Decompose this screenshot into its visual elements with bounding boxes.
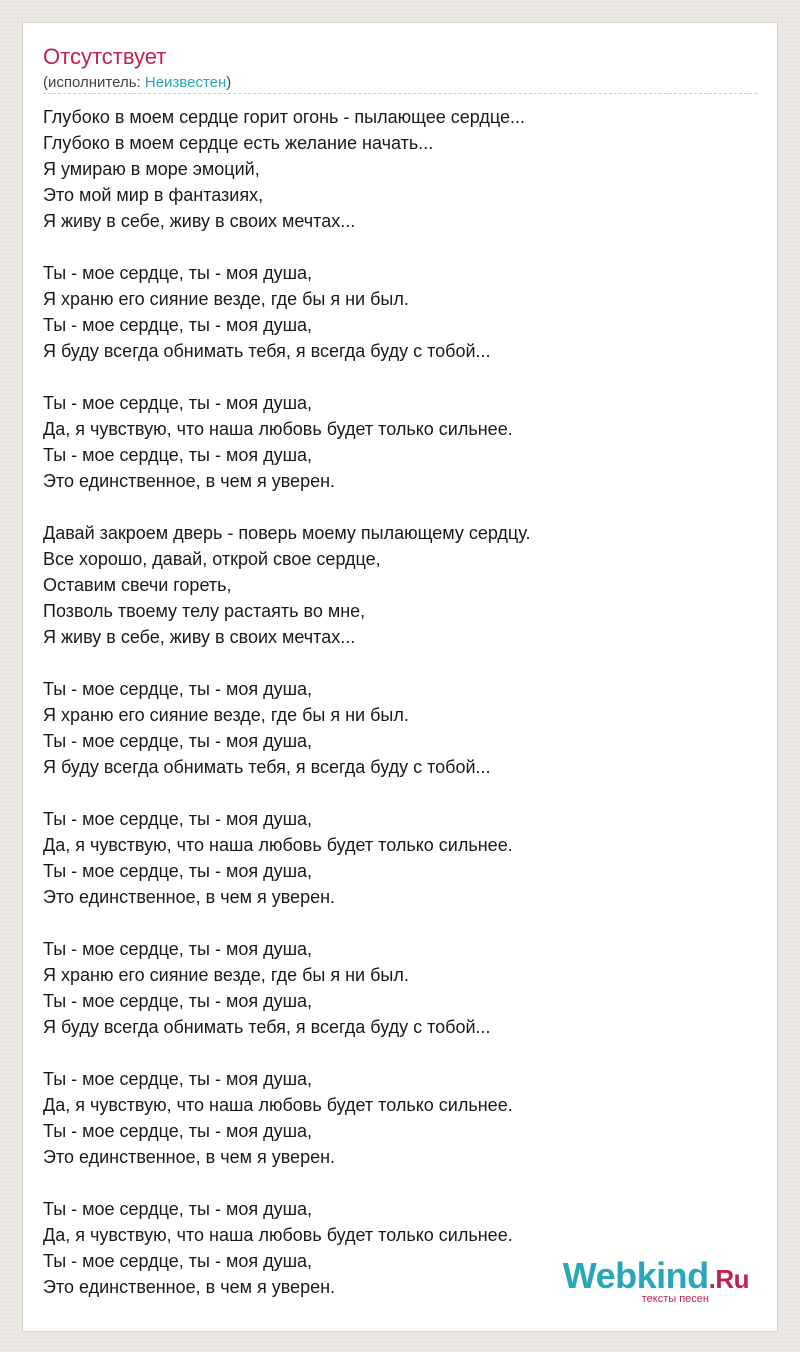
lyrics-line: Да, я чувствую, что наша любовь будет только сильнее. [43, 419, 513, 439]
lyrics-line: Я храню его сияние везде, где бы я ни был. [43, 289, 409, 309]
lyrics-stanza [43, 260, 759, 364]
lyrics-line: Я буду всегда обнимать тебя, я всегда буду с тобой... [43, 341, 491, 361]
lyrics-line: Глубоко в моем сердце есть желание начать... [43, 133, 434, 153]
lyrics-card [22, 22, 778, 1332]
lyrics-stanza [43, 1066, 759, 1170]
lyrics-line: Ты - мое сердце, ты - моя душа, [43, 731, 313, 751]
lyrics-line: Это единственное, в чем я уверен. [43, 1277, 336, 1297]
lyrics-line: Это единственное, в чем я уверен. [43, 887, 336, 907]
lyrics-line: Ты - мое сердце, ты - моя душа, [43, 1121, 313, 1141]
lyrics-stanza [43, 676, 759, 780]
lyrics-stanza [43, 390, 759, 494]
artist-prefix: (исполнитель: [43, 74, 145, 91]
lyrics-line: Ты - мое сердце, ты - моя душа, [43, 393, 313, 413]
lyrics-stanza [43, 520, 759, 650]
lyrics-line: Все хорошо, давай, открой свое сердце, [43, 549, 381, 569]
lyrics-line: Я буду всегда обнимать тебя, я всегда буду с тобой... [43, 1017, 491, 1037]
lyrics-line: Оставим свечи гореть, [43, 575, 232, 595]
lyrics-line: Я умираю в море эмоций, [43, 159, 260, 179]
artist-info [43, 73, 231, 93]
lyrics-line: Я живу в себе, живу в своих мечтах... [43, 211, 356, 231]
lyrics-line: Да, я чувствую, что наша любовь будет только сильнее. [43, 835, 513, 855]
lyrics-body [43, 104, 759, 1326]
dashed-divider [43, 93, 757, 94]
lyrics-line: Это единственное, в чем я уверен. [43, 471, 336, 491]
lyrics-line: Это мой мир в фантазиях, [43, 185, 264, 205]
lyrics-line: Ты - мое сердце, ты - моя душа, [43, 861, 313, 881]
lyrics-stanza [43, 104, 759, 234]
lyrics-line: Ты - мое сердце, ты - моя душа, [43, 315, 313, 335]
logo-brand: Webkind [562, 1255, 709, 1296]
lyrics-line: Ты - мое сердце, ты - моя душа, [43, 263, 313, 283]
logo-tagline: тексты песен [641, 1293, 709, 1305]
lyrics-line: Ты - мое сердце, ты - моя душа, [43, 445, 313, 465]
lyrics-line: Это единственное, в чем я уверен. [43, 1147, 336, 1167]
lyrics-line: Я буду всегда обнимать тебя, я всегда буду с тобой... [43, 757, 491, 777]
lyrics-line: Я живу в себе, живу в своих мечтах... [43, 627, 356, 647]
lyrics-stanza [43, 936, 759, 1040]
artist-link[interactable]: Неизвестен [144, 74, 227, 91]
lyrics-line: Глубоко в моем сердце горит огонь - пылающее сердце... [43, 107, 525, 127]
lyrics-line: Да, я чувствую, что наша любовь будет только сильнее. [43, 1095, 513, 1115]
logo-tld: .Ru [708, 1264, 749, 1294]
song-title: Отсутствует [43, 44, 167, 69]
lyrics-line: Ты - мое сердце, ты - моя душа, [43, 1199, 313, 1219]
lyrics-line: Ты - мое сердце, ты - моя душа, [43, 1251, 313, 1271]
lyrics-line: Я храню его сияние везде, где бы я ни был. [43, 965, 409, 985]
lyrics-line: Ты - мое сердце, ты - моя душа, [43, 809, 313, 829]
lyrics-line: Давай закроем дверь - поверь моему пылающему сердцу. [43, 523, 531, 543]
lyrics-line: Ты - мое сердце, ты - моя душа, [43, 991, 313, 1011]
lyrics-line: Да, я чувствую, что наша любовь будет только сильнее. [43, 1225, 513, 1245]
lyrics-line: Ты - мое сердце, ты - моя душа, [43, 939, 313, 959]
artist-suffix: ) [226, 74, 232, 91]
lyrics-line: Я храню его сияние везде, где бы я ни был. [43, 705, 409, 725]
webkind-logo [562, 1255, 749, 1305]
lyrics-stanza [43, 806, 759, 910]
lyrics-line: Ты - мое сердце, ты - моя душа, [43, 1069, 313, 1089]
lyrics-line: Ты - мое сердце, ты - моя душа, [43, 679, 313, 699]
lyrics-line: Позволь твоему телу растаять во мне, [43, 601, 366, 621]
